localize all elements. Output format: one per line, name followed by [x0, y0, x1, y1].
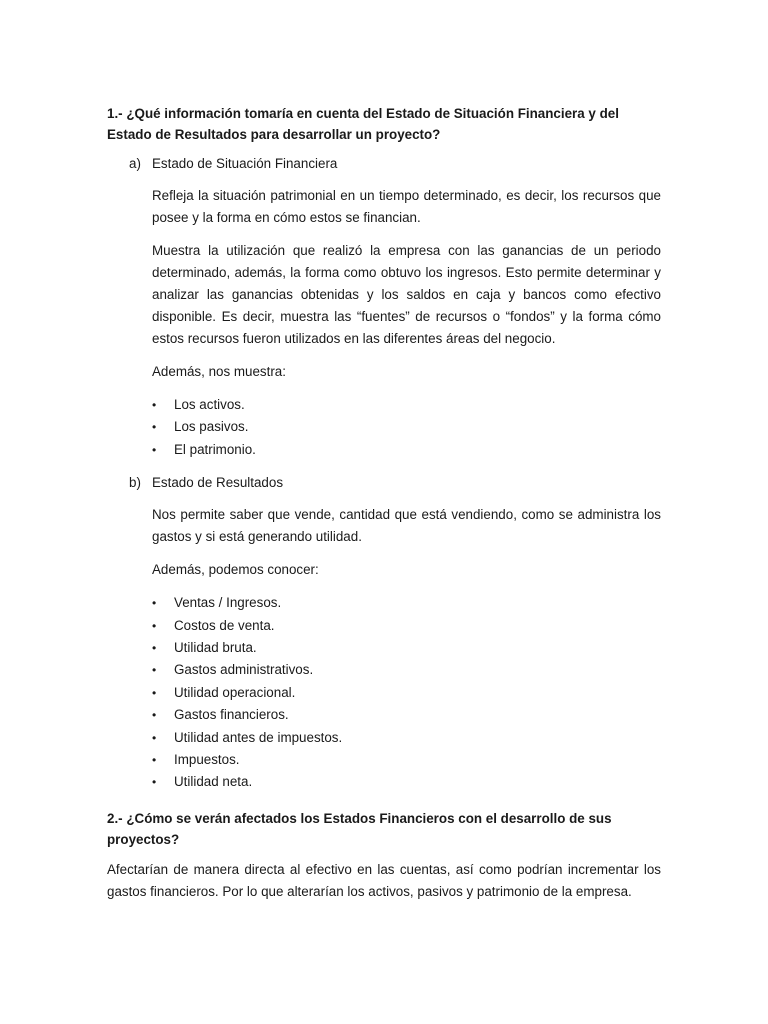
list-item-text: Ventas / Ingresos. [174, 595, 282, 611]
list-item [152, 704, 661, 726]
list-item [152, 749, 661, 771]
list-item-text: Utilidad bruta. [174, 639, 257, 655]
section-b [107, 472, 661, 794]
question-1-heading: 1.- ¿Qué información tomaría en cuenta del Estado de Situación Financiera y del Estado de Resultados para desarrollar un proyecto? [107, 106, 619, 142]
list-item [152, 439, 661, 461]
section-b-paragraph-1: Nos permite saber que vende, cantidad que está vendiendo, como se administra los gastos y si está generando utilidad. [152, 507, 661, 545]
list-item-text: Utilidad antes de impuestos. [174, 729, 343, 745]
section-b-paragraph-2: Además, podemos conocer: [152, 562, 319, 578]
bullet-icon: • [152, 618, 157, 633]
list-item [152, 727, 661, 749]
list-item [152, 659, 661, 681]
list-item [152, 394, 661, 416]
list-item-text: Gastos administrativos. [174, 662, 314, 678]
bullet-icon: • [152, 398, 157, 412]
section-a-title-row [107, 153, 661, 175]
section-a-body [152, 185, 661, 461]
list-item [152, 771, 661, 793]
section-a-paragraph-2: Muestra la utilización que realizó la empresa con las ganancias de un periodo determinado, además, la forma como obtuvo los ingresos. Esto permite determinar y analizar las ganancias obtenidas y los saldos en caja y bancos como efectivo disponible. Es decir, muestra las “fuentes” de recursos o “fondos” y la forma cómo estos recursos fueron utilizados en las diferentes áreas del negocio. [152, 243, 661, 346]
bullet-icon: • [152, 752, 157, 767]
question-2-answer: Afectarían de manera directa al efectivo en las cuentas, así como podrían incrementar los gastos financieros. Por lo que alterarían los activos, pasivos y patrimonio de la empresa. [107, 861, 661, 899]
question-2-heading: 2.- ¿Cómo se verán afectados los Estados Financieros con el desarrollo de sus proyectos? [107, 810, 612, 847]
section-b-marker: b) [129, 475, 141, 491]
document-body [107, 103, 661, 903]
section-a-paragraph-1: Refleja la situación patrimonial en un tiempo determinado, es decir, los recursos que posee y la forma en cómo estos se financian. [152, 188, 661, 225]
section-b-bullet-list [152, 592, 661, 794]
bullet-icon: • [152, 775, 157, 790]
list-item-text: Utilidad operacional. [174, 684, 296, 700]
section-b-body [152, 504, 661, 794]
bullet-icon: • [152, 730, 157, 745]
section-a-paragraph-3: Además, nos muestra: [152, 364, 286, 379]
section-a-marker: a) [129, 156, 141, 171]
list-item-text: Los activos. [174, 397, 245, 412]
list-item-text: Costos de venta. [174, 617, 275, 633]
list-item [152, 637, 661, 659]
list-item [152, 592, 661, 614]
list-item [152, 615, 661, 637]
bullet-icon: • [152, 420, 157, 435]
section-a [107, 153, 661, 461]
bullet-icon: • [152, 640, 157, 655]
list-item-text: Utilidad neta. [174, 774, 253, 790]
list-item-text: Los pasivos. [174, 419, 249, 435]
list-item-text: El patrimonio. [174, 441, 256, 457]
section-a-bullet-list [152, 394, 661, 461]
list-item-text: Gastos financieros. [174, 707, 289, 723]
bullet-icon: • [152, 663, 157, 678]
bullet-icon: • [152, 708, 157, 723]
bullet-icon: • [152, 596, 157, 611]
section-b-title-row [107, 472, 661, 494]
section-a-title: Estado de Situación Financiera [152, 156, 338, 171]
bullet-icon: • [152, 442, 157, 457]
list-item [152, 682, 661, 704]
bullet-icon: • [152, 685, 157, 700]
section-b-title: Estado de Resultados [152, 475, 284, 491]
list-item-text: Impuestos. [174, 751, 240, 767]
list-item [152, 416, 661, 438]
